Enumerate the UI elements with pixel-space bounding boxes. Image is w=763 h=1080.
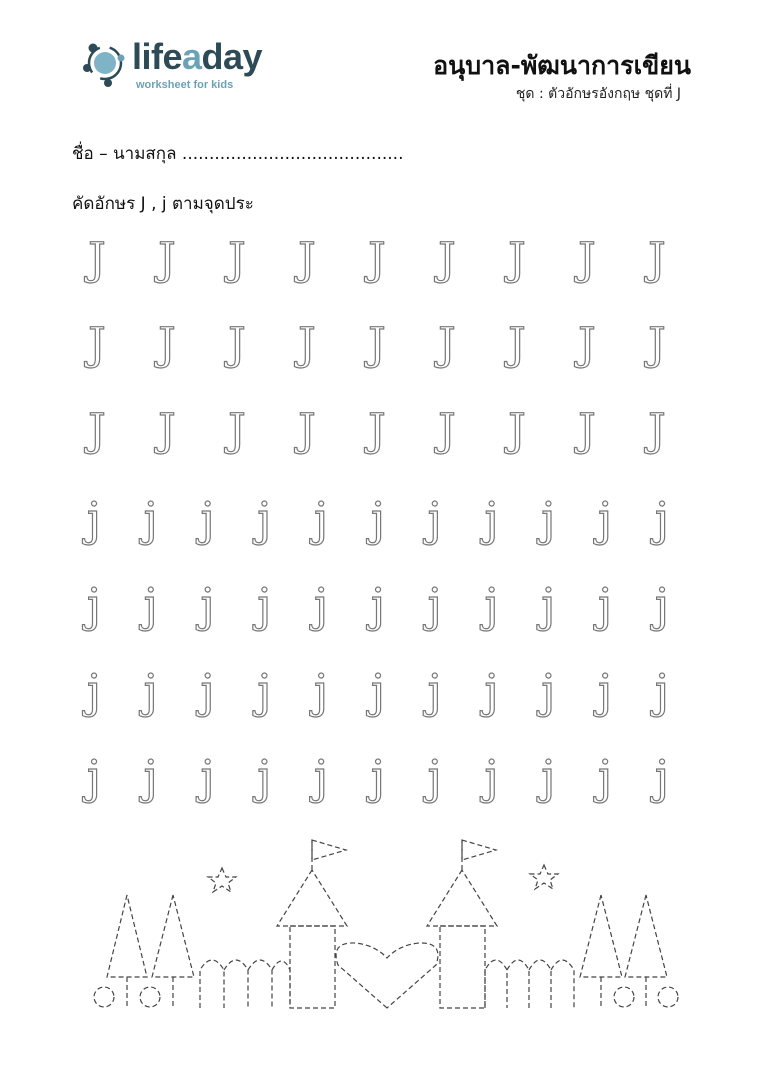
worksheet-subtitle: ชุด : ตัวอักษรอังกฤษ ชุดที่ J [515,86,681,102]
trace-letter-lowercase: j [541,750,556,804]
trace-letter-uppercase: J [368,234,386,285]
trace-letter-lowercase: j [200,578,215,632]
arches-left [200,960,290,1008]
trace-letter-lowercase: j [484,492,499,546]
tree-right-2 [625,895,667,977]
logo-word-day: day [201,36,263,77]
star-left [208,868,236,892]
trace-letter-uppercase: J [158,319,176,370]
tower-right-roof [427,870,497,926]
tree-right-1 [580,895,622,977]
flag-right [462,840,496,860]
logo-tagline: worksheet for kids [136,79,234,91]
trace-letter-lowercase: j [257,492,272,546]
star-right [530,865,558,889]
trace-letter-lowercase: j [370,750,386,804]
bush-left-1 [94,987,114,1007]
trace-letter-lowercase: j [143,664,158,718]
logo-word-life: life [132,36,183,77]
trace-letter-lowercase: j [257,750,272,804]
trace-letter-lowercase: j [654,578,670,632]
tower-right-body [440,926,485,1008]
trace-letter-uppercase: J [298,234,316,285]
trace-letter-lowercase: j [86,578,102,632]
trace-letter-uppercase: J [578,319,596,370]
trace-letter-uppercase: J [88,405,106,456]
trace-letter-lowercase: j [541,578,556,632]
trace-letter-uppercase: J [88,234,106,285]
trace-letter-lowercase: j [314,750,329,804]
trace-letter-lowercase: j [143,492,158,546]
logo-wordmark [132,36,262,78]
logo-word-a: a [182,36,202,77]
tower-left-roof [277,870,347,926]
trace-letter-lowercase: j [200,750,215,804]
trace-letter-lowercase: j [427,492,442,546]
trace-letter-lowercase: j [541,492,556,546]
trace-letter-uppercase: J [648,234,666,285]
trace-letter-uppercase: J [438,405,456,456]
worksheet-title: อนุบาล-พัฒนาการเขียน [433,51,691,80]
trace-letter-lowercase: j [200,492,215,546]
trace-letter-lowercase: j [314,578,329,632]
trace-letter-lowercase: j [86,664,102,718]
trace-letter-lowercase: j [200,664,215,718]
trace-letter-uppercase: J [368,319,386,370]
trace-letter-uppercase: J [158,405,176,456]
tower-left-body [290,926,335,1008]
trace-letter-lowercase: j [86,750,102,804]
trace-letter-lowercase: j [257,664,272,718]
trace-letter-lowercase: j [314,492,329,546]
trace-letter-uppercase: J [228,405,246,456]
trace-letter-uppercase: J [648,405,666,456]
lifeaday-logo [80,38,280,98]
trace-letter-lowercase: j [314,664,329,718]
tree-left-1 [107,895,147,977]
trace-letter-lowercase: j [598,664,613,718]
bush-right-1 [614,987,634,1007]
trace-letter-lowercase: j [654,492,670,546]
name-field-label: ชื่อ – นามสกุล ......................................... [72,144,404,164]
trace-letter-uppercase: J [228,234,246,285]
trace-letter-lowercase: j [598,492,613,546]
trace-letter-lowercase: j [484,750,499,804]
trace-letter-lowercase: j [370,492,386,546]
trace-letter-lowercase: j [370,664,386,718]
logo-molecule-icon [80,38,130,88]
trace-letter-lowercase: j [86,492,102,546]
trace-letter-lowercase: j [427,750,442,804]
trace-letter-uppercase: J [578,234,596,285]
trace-letter-uppercase: J [88,319,106,370]
trace-letter-lowercase: j [370,578,386,632]
trace-letter-lowercase: j [598,578,613,632]
trace-letter-uppercase: J [298,319,316,370]
arches-right [485,960,574,1008]
trace-letter-uppercase: J [298,405,316,456]
trace-letter-uppercase: J [228,319,246,370]
trace-letter-uppercase: J [368,405,386,456]
trace-letter-lowercase: j [484,664,499,718]
bush-left-2 [140,987,160,1007]
castle-decoration [80,830,690,1020]
trace-letter-lowercase: j [654,664,670,718]
trace-letter-lowercase: j [654,750,670,804]
trace-letter-lowercase: j [427,578,442,632]
trace-letter-lowercase: j [257,578,272,632]
trace-letter-lowercase: j [143,750,158,804]
trace-letter-lowercase: j [541,664,556,718]
trace-letter-uppercase: J [438,234,456,285]
trace-letter-lowercase: j [427,664,442,718]
flag-left [312,840,346,860]
tree-left-2 [152,895,194,977]
trace-letter-uppercase: J [578,405,596,456]
trace-letter-uppercase: J [508,405,526,456]
trace-letter-lowercase: j [484,578,499,632]
trace-letter-uppercase: J [508,234,526,285]
trace-letter-uppercase: J [158,234,176,285]
trace-letter-uppercase: J [508,319,526,370]
bush-right-2 [658,987,678,1007]
trace-letter-lowercase: j [143,578,158,632]
heart-shape [336,943,438,1008]
trace-letter-lowercase: j [598,750,613,804]
trace-letter-uppercase: J [648,319,666,370]
instruction-text: คัดอักษร J , j ตามจุดประ [72,194,254,214]
trace-letter-uppercase: J [438,319,456,370]
